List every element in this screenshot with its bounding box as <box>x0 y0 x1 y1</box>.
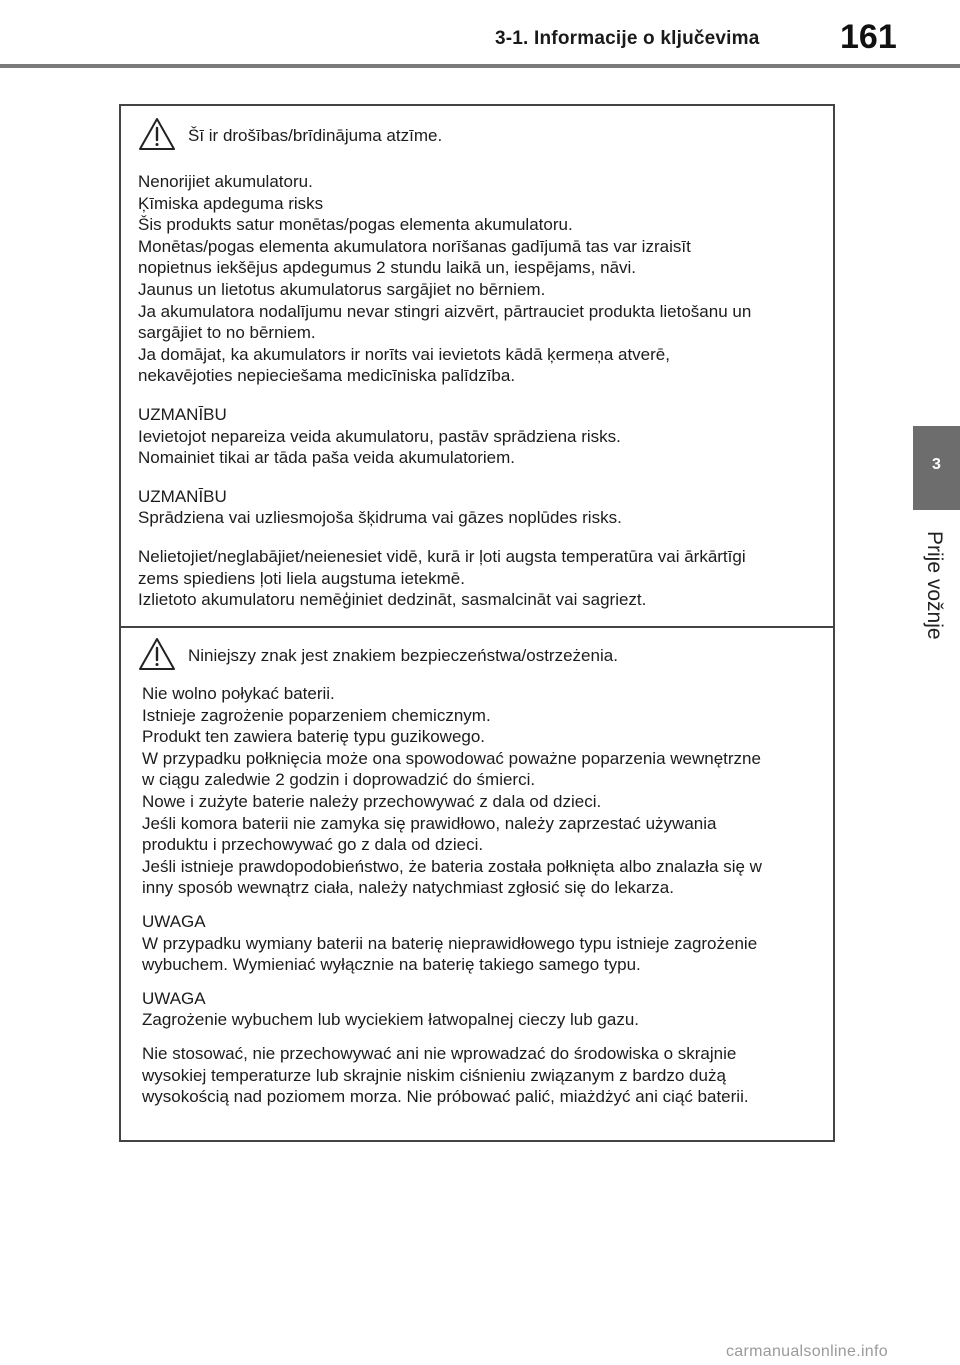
text-line: wysokiej temperaturze lub skrajnie niskim ciśnieniu związanym z bardzo dużą <box>142 1065 726 1085</box>
warning-triangle-icon <box>138 637 176 671</box>
text-line: Ievietojot nepareiza veida akumulatoru, pastāv sprādziena risks. <box>138 426 621 446</box>
text-line: wybuchem. Wymieniać wyłącznie na baterię takiego samego typu. <box>142 955 641 975</box>
page-number: 161 <box>840 18 897 56</box>
warning-paragraph <box>138 171 823 387</box>
warning-paragraph <box>138 988 823 1031</box>
text-line: Ja akumulatora nodalījumu nevar stingri aizvērt, pārtrauciet produkta lietošanu un <box>138 301 752 321</box>
text-line: UWAGA <box>142 988 206 1008</box>
warning-paragraph <box>138 1043 823 1108</box>
text-line: UZMANĪBU <box>138 404 227 424</box>
chapter-number: 3 <box>932 456 941 473</box>
text-line: Jaunus un lietotus akumulatorus sargājiet no bērniem. <box>138 279 546 299</box>
text-line: Produkt ten zawiera baterię typu guzikowego. <box>142 727 486 747</box>
text-line: Izlietoto akumulatoru nemēģiniet dedzināt, sasmalcināt vai sagriezt. <box>138 590 647 610</box>
text-line: Nelietojiet/neglabājiet/neienesiet vidē, kurā ir ļoti augsta temperatūra vai ārkārtīgi <box>138 546 746 566</box>
text-line: w ciągu zaledwie 2 godzin i doprowadzić do śmierci. <box>142 770 536 790</box>
warning-paragraph <box>138 546 823 611</box>
warning-paragraph <box>138 683 823 899</box>
text-line: UWAGA <box>142 911 206 931</box>
chapter-tab <box>913 426 960 510</box>
text-line: Jeśli istnieje prawdopodobieństwo, że bateria została połknięta albo znalazła się w <box>142 856 762 876</box>
text-line: Nowe i zużyte baterie należy przechowywać z dala od dzieci. <box>142 791 602 811</box>
text-line: UZMANĪBU <box>138 486 227 506</box>
text-line: Nie wolno połykać baterii. <box>142 684 335 703</box>
text-line: Jeśli komora baterii nie zamyka się prawidłowo, należy zaprzestać używania <box>142 813 717 833</box>
text-line: inny sposób wewnątrz ciała, należy natychmiast zgłosić się do lekarza. <box>142 878 674 898</box>
text-line: Sprādziena vai uzliesmojoša šķidruma vai gāzes noplūdes risks. <box>138 508 622 528</box>
warning-section-polish <box>121 628 833 1140</box>
warning-paragraph <box>138 486 823 529</box>
warning-heading <box>138 114 823 154</box>
text-line: zems spiediens ļoti liela augstuma ietekmē. <box>138 568 465 588</box>
text-line: Ja domājat, ka akumulators ir norīts vai ievietots kādā ķermeņa atverē, <box>138 344 670 364</box>
warning-heading-text: Niniejszy znak jest znakiem bezpieczeństwa/ostrzeżenia. <box>188 646 618 665</box>
watermark: carmanualsonline.info <box>726 1343 888 1360</box>
text-line: W przypadku wymiany baterii na baterię nieprawidłowego typu istnieje zagrożenie <box>142 933 758 953</box>
chapter-label: Prije vožnje <box>923 530 946 640</box>
text-line: Zagrożenie wybuchem lub wyciekiem łatwopalnej cieczy lub gazu. <box>142 1010 640 1030</box>
warning-label-box <box>119 104 835 1142</box>
header-divider <box>0 64 960 68</box>
warning-triangle-icon <box>138 117 176 151</box>
text-line: wysokością nad poziomem morza. Nie próbować palić, miażdżyć ani ciąć baterii. <box>142 1087 749 1107</box>
text-line: Nomainiet tikai ar tāda paša veida akumulatoriem. <box>138 448 516 468</box>
warning-body <box>138 683 823 1108</box>
text-line: W przypadku połknięcia może ona spowodować poważne poparzenia wewnętrzne <box>142 748 761 768</box>
text-line: Nenorijiet akumulatoru. <box>138 172 313 191</box>
warning-paragraph <box>138 404 823 469</box>
warning-body <box>138 171 823 611</box>
text-line: Ķīmiska apdeguma risks <box>138 193 324 213</box>
warning-heading-text: Šī ir drošības/brīdinājuma atzīme. <box>188 126 443 145</box>
text-line: Nie stosować, nie przechowywać ani nie wprowadzać do środowiska o skrajnie <box>142 1043 737 1063</box>
text-line: produktu i przechowywać go z dala od dzieci. <box>142 835 484 855</box>
text-line: sargājiet to no bērniem. <box>138 323 316 343</box>
text-line: Istnieje zagrożenie poparzeniem chemicznym. <box>142 705 491 725</box>
warning-paragraph <box>138 911 823 976</box>
section-title: 3-1. Informacije o ključevima <box>495 28 760 49</box>
warning-section-latvian <box>121 106 833 628</box>
text-line: nopietnus iekšējus apdegumus 2 stundu laikā un, iespējams, nāvi. <box>138 258 637 278</box>
text-line: nekavējoties nepieciešama medicīniska palīdzība. <box>138 366 516 386</box>
text-line: Monētas/pogas elementa akumulatora norīšanas gadījumā tas var izraisīt <box>138 236 691 256</box>
text-line: Šis produkts satur monētas/pogas elementa akumulatoru. <box>138 215 573 235</box>
warning-heading <box>138 634 823 674</box>
